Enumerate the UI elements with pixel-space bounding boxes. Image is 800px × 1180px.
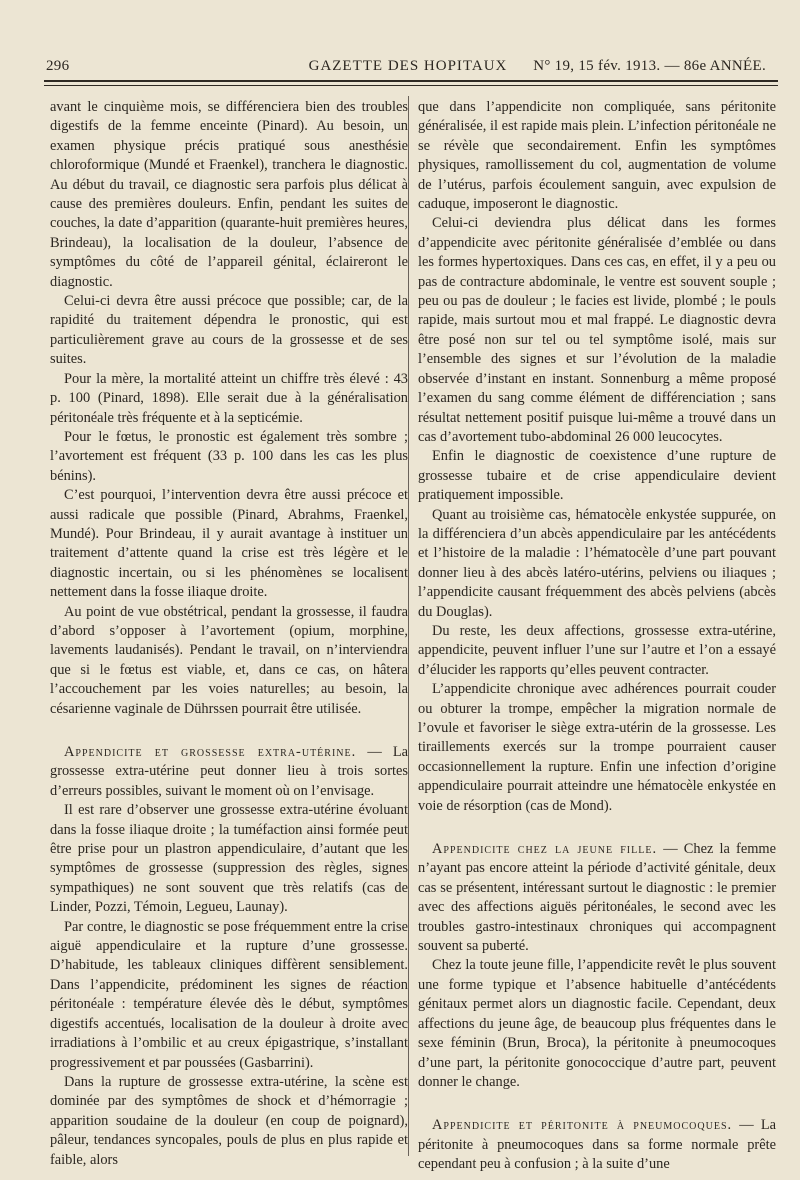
paragraph: Par contre, le diagnostic se pose fréquemment entre la crise aiguë appendiculaire et la rupture d’une grossesse. D’habitude, les tableaux cliniques diffèrent sensiblement. Dans l’appendicite, prédominent les signes de réaction péritonéale : température élevée dès le début, symptômes digestifs accentués, localisation de la douleur à droite avec irradiations à l’ombilic et au creux épigastrique, s’installant progressivement et par poussées (Gasbarrini). <box>50 918 408 1071</box>
section-paragraph <box>50 743 408 801</box>
section-text: — Chez la femme n’ayant pas encore atteint la période d’activité génitale, deux cas se présentent, intéressant surtout le diagnostic : le premier avec des affections aiguës péritonéales, le second avec les troubles gastro-intestinaux chroniques qui accompagnent souvent sa puberté. <box>418 841 776 955</box>
paragraph: Pour la mère, la mortalité atteint un chiffre très élevé : 43 p. 100 (Pinard, 1898). Elle serait due à la généralisation péritonéale très fréquente et à la septicémie. <box>50 370 408 426</box>
running-header <box>44 58 772 80</box>
right-column <box>418 98 776 1175</box>
column-divider <box>408 96 409 1156</box>
paragraph: Chez la toute jeune fille, l’appendicite revêt le plus souvent une forme typique et l’absence habituelle d’antécédents génitaux permet alors un diagnostic facile. Cependant, deux affections du jeune âge, de beaucoup plus fréquentes dans le sexe féminin (Brun, Broca), la péritonite à pneumocoques d’une part, la péritonite gonococcique d’autre part, peuvent donner le change. <box>418 957 776 1090</box>
section-paragraph <box>418 1116 776 1174</box>
paragraph: Celui-ci devra être aussi précoce que possible; car, de la rapidité du traitement dépendra le pronostic, qui est particulièrement grave au cours de la grossesse et de ses suites. <box>50 293 408 368</box>
section-paragraph <box>418 840 776 956</box>
paragraph: que dans l’appendicite non compliquée, sans péritonite généralisée, il est rapide mais plein. L’infection péritonéale ne se révèle que secondairement. Enfin les symptômes physiques, ramollissement du col, augmentation de volume de l’utérus, parfois écoulement sanguin, avec expulsion de caduque, imposeront le diagnostic. <box>418 99 776 213</box>
left-column <box>50 98 408 1170</box>
header-rule-thick <box>44 80 778 82</box>
paragraph: avant le cinquième mois, se différenciera bien des troubles digestifs de la femme enceinte (Pinard). Au besoin, un examen physique précis pratiqué sous anesthésie chloroformique (Mundé et Fraenkel), tranchera le diagnostic. Au début du travail, ce diagnostic sera parfois plus délicat à cause des premières douleurs. Enfin, pendant les suites de couches, la date d’apparition (quarante-huit premières heures, Brindeau), la localisation de la douleur, l’absence de symptômes du côté de l’appareil génital, éclaireront le diagnostic. <box>50 99 408 290</box>
paragraph: L’appendicite chronique avec adhérences pourrait couder ou obturer la trompe, empêcher la migration normale de l’ovule et favoriser le siège extra-utérin de la grossesse. Les tiraillements exercés sur la trompe pourraient causer occasionnellement la rupture. Enfin une infection d’origine appendiculaire pourrait atteindre une hématocèle enkystée en voie de résorption (cas de Mond). <box>418 681 776 814</box>
section-heading: Appendicite et grossesse extra-utérine. <box>64 744 357 760</box>
paragraph: Du reste, les deux affections, grossesse extra-utérine, appendicite, peuvent influer l’une sur l’autre et l’on a essayé d’élucider les rapports qu’elles peuvent contracter. <box>418 622 776 678</box>
paragraph: Enfin le diagnostic de coexistence d’une rupture de grossesse tubaire et de crise appendiculaire devient pratiquement impossible. <box>418 448 776 504</box>
paragraph: Au point de vue obstétrical, pendant la grossesse, il faudra d’abord s’opposer à l’avortement (opium, morphine, lavements laudanisés). Pendant le travail, on n’interviendra que si le fœtus est viable, et, dans ce cas, on hâtera l’accouchement par les voies naturelles; au besoin, la césarienne vaginale de Dührssen pourrait être utilisée. <box>50 603 408 717</box>
paragraph: Dans la rupture de grossesse extra-utérine, la scène est dominée par des symptômes de shock et d’hémorragie ; apparition soudaine de la douleur (en coup de poignard), pâleur, tendances syncopales, pouls de plus en plus rapide et faible, alors <box>50 1073 408 1168</box>
section-text: — La péritonite à pneumocoques dans sa forme normale prête cependant peu à confusion ; à la suite d’une <box>418 1117 776 1173</box>
journal-title: GAZETTE DES HOPITAUX <box>308 58 508 74</box>
paragraph: Pour le fœtus, le pronostic est également très sombre ; l’avortement est fréquent (33 p. 100 dans les cas les plus bénins). <box>50 428 408 484</box>
section-heading: Appendicite et péritonite à pneumocoques. <box>432 1117 733 1134</box>
section-heading: Appendicite chez la jeune fille. <box>432 841 658 858</box>
paragraph: C’est pourquoi, l’intervention devra être aussi précoce et aussi radicale que possible (Pinard, Abrahms, Fraenkel, Mundé). Pour Brindeau, il y aurait avantage à instituer un traitement d’attente quand la crise est très légère et le diagnostic incertain, ou si les phénomènes se localisent nettement dans la fosse iliaque droite. <box>50 487 408 601</box>
issue-info: N° 19, 15 fév. 1913. — 86e ANNÉE. <box>533 58 766 74</box>
paragraph: Il est rare d’observer une grossesse extra-utérine évoluant dans la fosse iliaque droite ; la tuméfaction ainsi formée peut être prise pour un plastron appendiculaire, d’autant que les symptômes de grossesse (suppression des règles, signes sympathiques) ne sont souvent que très relatifs (cas de Linder, Pozzi, Témoin, Legueu, Launay). <box>50 802 408 916</box>
header-rule-thin <box>44 85 778 86</box>
paragraph: Celui-ci deviendra plus délicat dans les formes d’appendicite avec péritonite généralisée d’emblée ou dans les formes hypertoxiques. Dans ces cas, en effet, il y a peu ou pas de contracture abdominale, le ventre est souvent souple ; peu ou pas de douleur ; le facies est livide, plombé ; le pouls rapide, mais surtout mou et mal frappé. Le diagnostic devra être posé non sur tel ou tel symptôme isolé, mais sur l’ensemble des signes et sur l’évolution de la maladie observée d’instant en instant. Sonnenburg a même proposé l’examen du sang comme élément de différenciation ; sans résultat nettement positif puisque lui-même a trouvé dans un cas d’avortement tubo-abdominal 26 000 leucocytes. <box>418 215 776 445</box>
section-text: — La grossesse extra-utérine peut donner lieu à trois sortes d’erreurs possibles, suivant le moment où on l’envisage. <box>50 744 408 799</box>
paragraph: Quant au troisième cas, hématocèle enkystée suppurée, on la différenciera d’un abcès appendiculaire par les antécédents et l’histoire de la maladie : l’hématocèle d’une part pouvant donner lieu à des abcès latéro-utérins, pelviens ou iliaques ; l’appendicite causant fréquemment des abcès pelviens (abcès du Douglas). <box>418 506 776 620</box>
page-number: 296 <box>46 58 70 74</box>
